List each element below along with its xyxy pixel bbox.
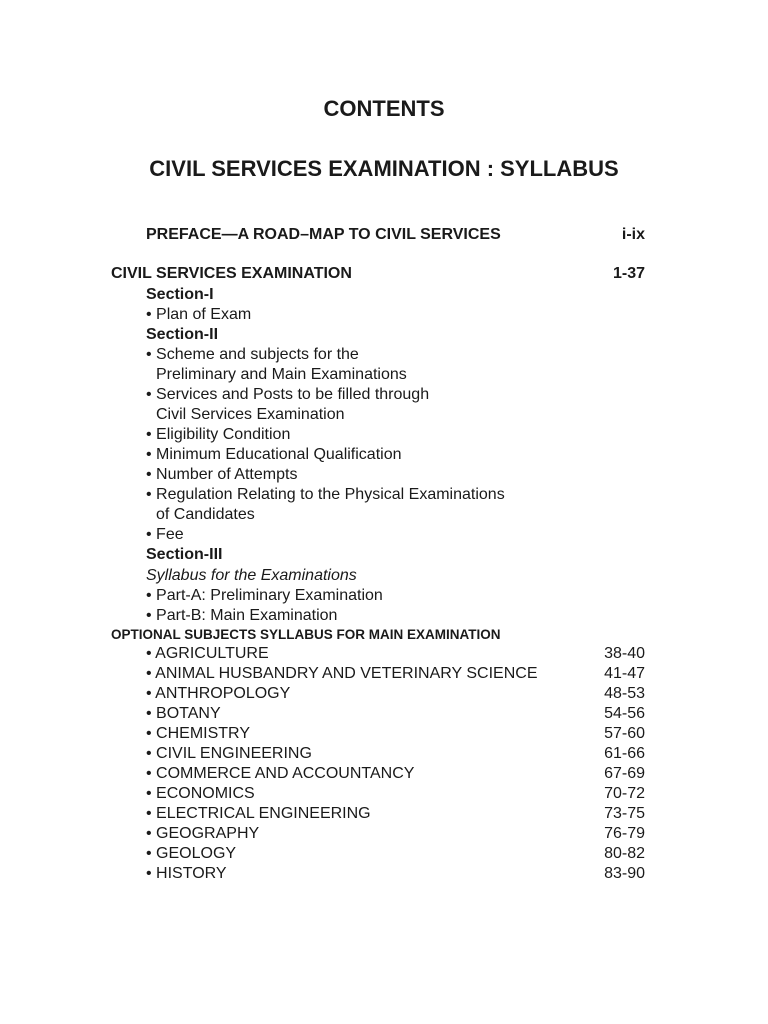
subject-name: • HISTORY: [146, 865, 227, 882]
subject-pages: 41-47: [604, 665, 645, 682]
subject-name: • CHEMISTRY: [146, 725, 250, 742]
cse-label: CIVIL SERVICES EXAMINATION: [111, 265, 352, 282]
section-2-line: • Number of Attempts: [146, 466, 298, 483]
subject-pages: 67-69: [604, 765, 645, 782]
section-2-line: • Scheme and subjects for the: [146, 346, 359, 363]
subject-name: • ANIMAL HUSBANDRY AND VETERINARY SCIENCE: [146, 665, 538, 682]
subject-pages: 57-60: [604, 725, 645, 742]
subject-pages: 76-79: [604, 825, 645, 842]
subject-name: • GEOGRAPHY: [146, 825, 260, 842]
subject-name: • ECONOMICS: [146, 785, 255, 802]
page-title: CONTENTS: [323, 96, 445, 121]
subject-name: • AGRICULTURE: [146, 645, 269, 662]
section-2-line: • Fee: [146, 526, 184, 543]
subject-pages: 38-40: [604, 645, 645, 662]
section-2-line: Preliminary and Main Examinations: [156, 366, 407, 383]
section-3-item: • Part-A: Preliminary Examination: [146, 587, 383, 604]
subject-pages: 83-90: [604, 865, 645, 882]
cse-pages: 1-37: [612, 265, 645, 282]
section-2-line: • Services and Posts to be filled through: [146, 386, 430, 403]
subject-pages: 70-72: [604, 785, 645, 802]
section-1-heading: Section-I: [146, 286, 214, 303]
subject-pages: 61-66: [604, 745, 645, 762]
subject-name: • BOTANY: [146, 705, 221, 722]
subject-name: • GEOLOGY: [146, 845, 237, 862]
section-2-line: of Candidates: [156, 506, 255, 523]
section-2-heading: Section-II: [146, 326, 219, 343]
subject-pages: 73-75: [604, 805, 645, 822]
subject-pages: 80-82: [604, 845, 645, 862]
subject-pages: 54-56: [604, 705, 645, 722]
subject-pages: 48-53: [604, 685, 645, 702]
section-3-item: • Part-B: Main Examination: [146, 607, 338, 624]
preface-pages: i-ix: [621, 226, 645, 243]
section-3-heading: Section-III: [146, 546, 223, 563]
section-2-line: • Eligibility Condition: [146, 426, 291, 443]
page-subtitle: CIVIL SERVICES EXAMINATION : SYLLABUS: [149, 156, 619, 181]
section-3-subheading: Syllabus for the Examinations: [146, 567, 357, 584]
preface-label: PREFACE—A ROAD–MAP TO CIVIL SERVICES: [146, 226, 501, 243]
subject-name: • ELECTRICAL ENGINEERING: [146, 805, 371, 822]
section-2-line: Civil Services Examination: [156, 406, 345, 423]
optional-subjects-heading: OPTIONAL SUBJECTS SYLLABUS FOR MAIN EXAMINATION: [111, 627, 501, 642]
subject-name: • CIVIL ENGINEERING: [146, 745, 312, 762]
subject-name: • COMMERCE AND ACCOUNTANCY: [146, 765, 415, 782]
section-2-line: • Regulation Relating to the Physical Examinations: [146, 486, 505, 503]
subject-name: • ANTHROPOLOGY: [146, 685, 291, 702]
section-1-item: • Plan of Exam: [146, 306, 252, 323]
section-2-line: • Minimum Educational Qualification: [146, 446, 402, 463]
